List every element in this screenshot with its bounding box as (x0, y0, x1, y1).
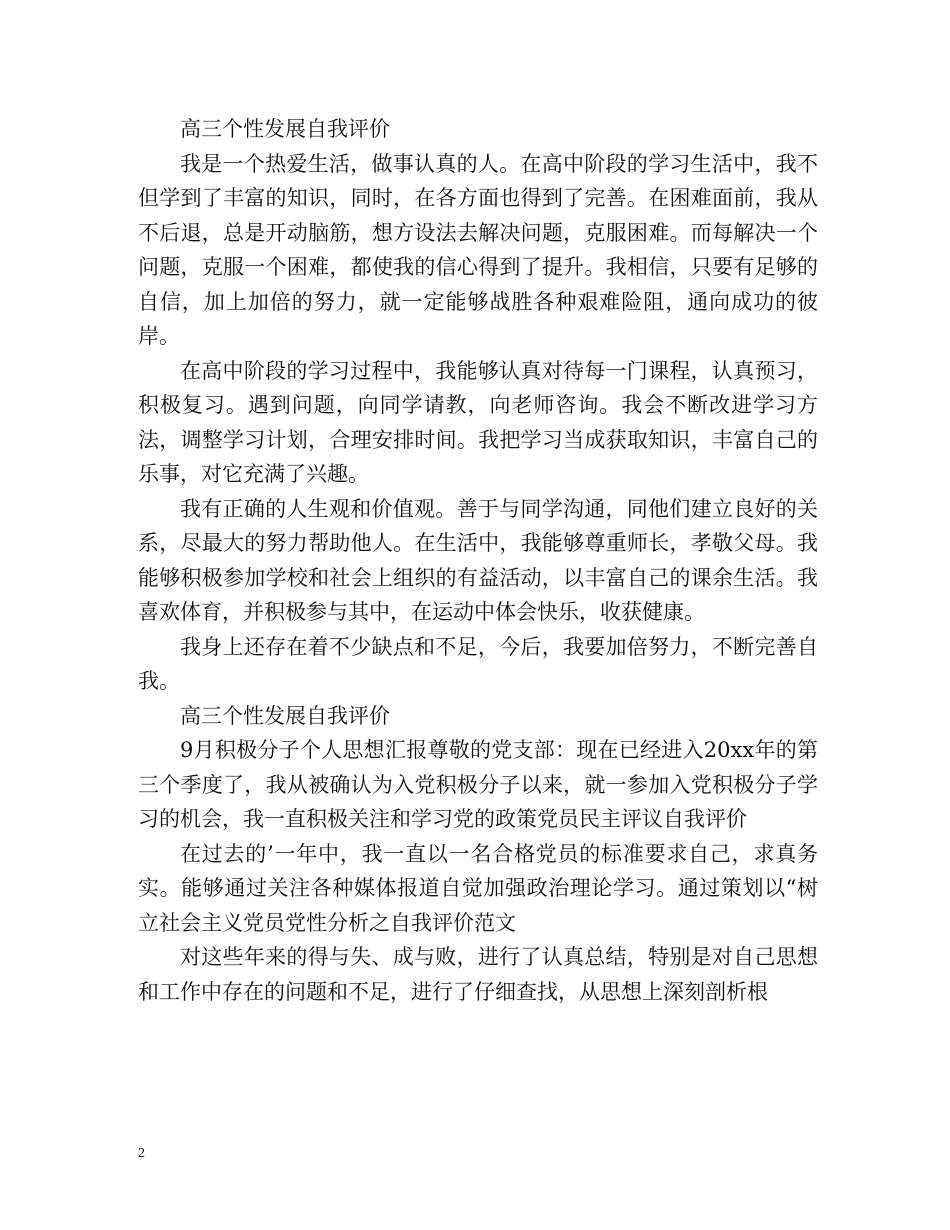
paragraph: 在高中阶段的学习过程中，我能够认真对待每一门课程，认真预习，积极复习。遇到问题，向同学请教，向老师咨询。我会不断改进学习方法，调整学习计划，合理安排时间。我把学习当成获取知识，丰富自己的乐事，对它充满了兴趣。 (138, 358, 818, 486)
section-title: 高三个性发展自我评价 (180, 117, 390, 141)
section-title: 高三个性发展自我评价 (180, 703, 390, 728)
paragraph: 我是一个热爱生活，做事认真的人。在高中阶段的学习生活中，我不但学到了丰富的知识，同时，在各方面也得到了完善。在困难面前，我从不后退，总是开动脑筋，想方设法去解决问题，克服困难。而每解决一个问题，克服一个困难，都使我的信心得到了提升。我相信，只要有足够的自信，加上加倍的努力，就一定能够战胜各种艰难险阻，通向成功的彼岸。 (138, 151, 818, 348)
page-number: 2 (138, 1146, 145, 1161)
paragraph: 在过去的’一年中，我一直以一名合格党员的标准要求自己，求真务实。能够通过关注各种媒体报道自觉加强政治理论学习。通过策划以“树立社会主义党员党性分析之自我评价范文 (138, 841, 818, 935)
paragraph: 我有正确的人生观和价值观。善于与同学沟通，同他们建立良好的关系，尽最大的努力帮助他人。在生活中，我能够尊重师长，孝敬父母。我能够积极参加学校和社会上组织的有益活动，以丰富自己的课余生活。我喜欢体育，并积极参与其中，在运动中体会快乐，收获健康。 (138, 496, 818, 624)
document-body (138, 112, 818, 1009)
paragraph: 对这些年来的得与失、成与败，进行了认真总结，特别是对自己思想和工作中存在的问题和不足，进行了仔细查找，从思想上深刻剖析根 (138, 945, 818, 1004)
paragraph: 我身上还存在着不少缺点和不足，今后，我要加倍努力，不断完善自我。 (138, 634, 818, 693)
paragraph: 9月积极分子个人思想汇报尊敬的党支部：现在已经进入20xx年的第三个季度了，我从被确认为入党积极分子以来，就一参加入党积极分子学习的机会，我一直积极关注和学习党的政策党员民主评议自我评价 (138, 738, 818, 831)
